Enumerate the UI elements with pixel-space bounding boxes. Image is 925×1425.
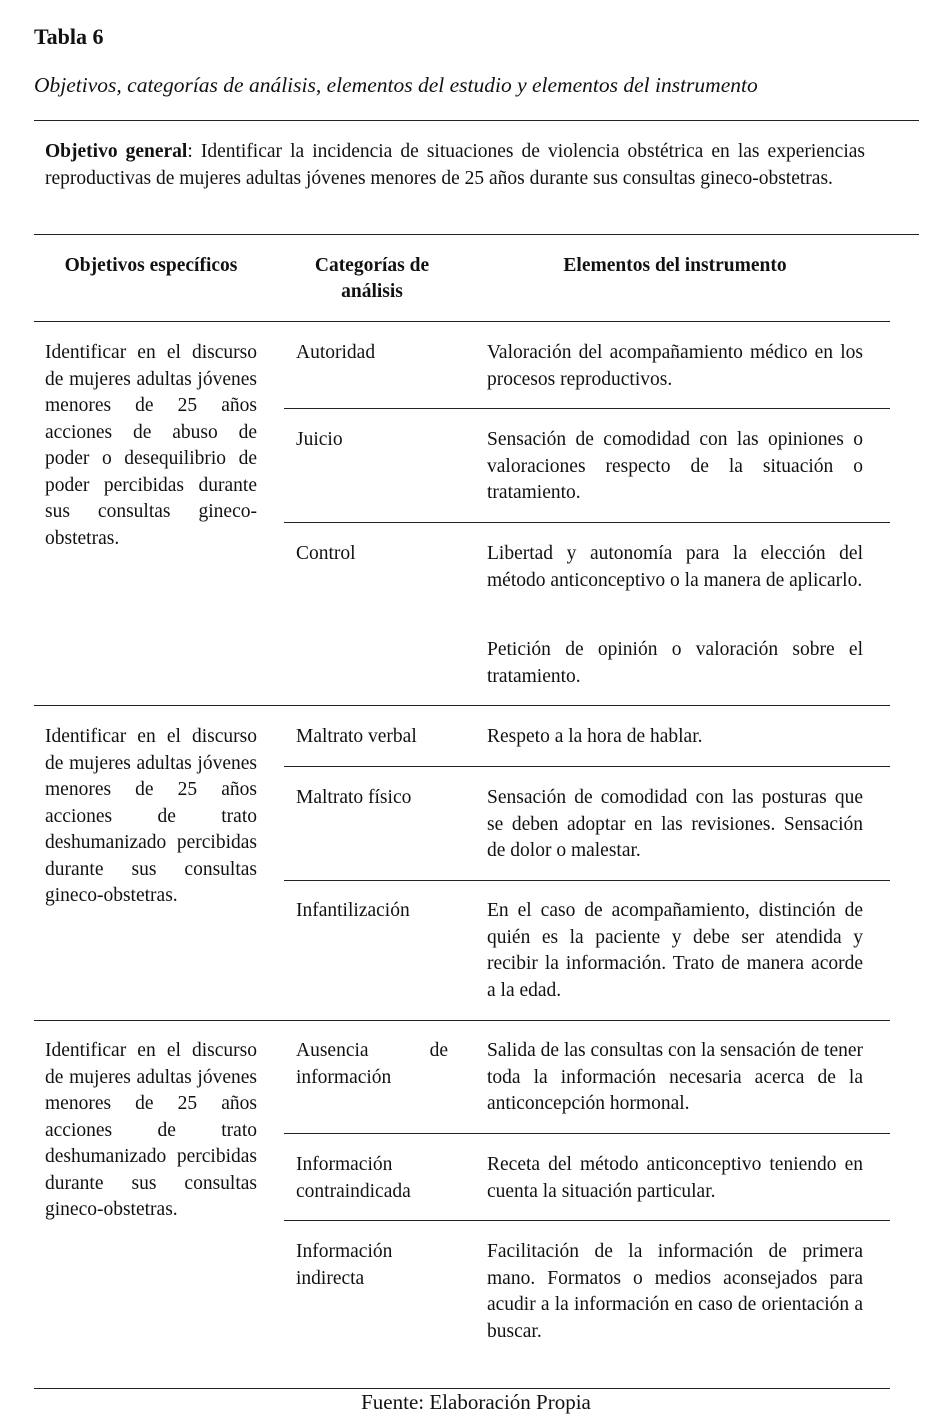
- row-rule: [284, 1220, 890, 1221]
- element-infantilizacion: En el caso de acompañamiento, distinción de quién es la paciente y debe ser atendida y recibir la información. Trato de manera acorde a la edad.: [487, 900, 863, 1001]
- specific-objective-1: Identificar en el discurso de mujeres adultas jóvenes menores de 25 años acciones de abuso de poder o desequilibrio de poder percibidas durante sus consultas gineco-obstetras.: [45, 342, 257, 549]
- category-infantilizacion: Infantilización: [296, 900, 410, 921]
- category-maltrato-fisico: Maltrato físico: [296, 787, 412, 808]
- table-label: Tabla 6: [34, 24, 104, 49]
- element-juicio: Sensación de comodidad con las opiniones o valoraciones respecto de la situación o tratamiento.: [487, 429, 863, 503]
- header-elements: Elementos del instrumento: [563, 255, 787, 276]
- element-informacion-contraindicada: Receta del método anticonceptivo teniendo en cuenta la situación particular.: [487, 1154, 863, 1202]
- general-objective-text: : Identificar la incidencia de situaciones de violencia obstétrica en las experiencias reproductivas de mujeres adultas jóvenes menores de 25 años durante sus consultas gineco-obstetras.: [45, 141, 865, 189]
- row-rule: [284, 408, 890, 409]
- element-autoridad: Valoración del acompañamiento médico en los procesos reproductivos.: [487, 342, 863, 390]
- category-informacion-indirecta: Información indirecta: [296, 1241, 393, 1289]
- bottom-rule: [34, 1388, 890, 1389]
- row-rule: [284, 522, 890, 523]
- table-source: Fuente: Elaboración Propia: [361, 1390, 591, 1414]
- header-rule: [34, 321, 890, 322]
- group-rule: [34, 705, 890, 706]
- category-maltrato-verbal: Maltrato verbal: [296, 726, 417, 747]
- element-maltrato-verbal: Respeto a la hora de hablar.: [487, 726, 703, 747]
- category-ausencia-informacion: Ausencia de información: [296, 1040, 448, 1088]
- specific-objective-3: Identificar en el discurso de mujeres adultas jóvenes menores de 25 años acciones de trato deshumanizado percibidas durante sus consultas gineco-obstetras.: [45, 1040, 257, 1220]
- category-juicio: Juicio: [296, 429, 343, 450]
- header-categories: Categorías de análisis: [314, 255, 430, 302]
- category-informacion-contraindicada: Información contraindicada: [296, 1154, 411, 1202]
- element-informacion-indirecta: Facilitación de la información de primera mano. Formatos o medios aconsejados para acudir a la información en caso de orientación a buscar.: [487, 1241, 863, 1342]
- top-rule: [34, 120, 919, 121]
- general-objective: [45, 139, 865, 192]
- category-control: Control: [296, 543, 356, 564]
- header-specific-objectives: Objetivos específicos: [64, 255, 238, 276]
- table-caption: Objetivos, categorías de análisis, elementos del estudio y elementos del instrumento: [34, 73, 758, 97]
- row-rule: [284, 880, 890, 881]
- general-rule: [34, 234, 919, 235]
- row-rule: [284, 766, 890, 767]
- row-rule: [284, 1133, 890, 1134]
- category-autoridad: Autoridad: [296, 342, 376, 363]
- general-objective-label: Objetivo general: [45, 141, 188, 162]
- element-control-1: Libertad y autonomía para la elección del método anticonceptivo o la manera de aplicarlo.: [487, 543, 863, 591]
- group-rule: [34, 1020, 890, 1021]
- specific-objective-2: Identificar en el discurso de mujeres adultas jóvenes menores de 25 años acciones de trato deshumanizado percibidas durante sus consultas gineco-obstetras.: [45, 726, 257, 906]
- element-maltrato-fisico: Sensación de comodidad con las posturas que se deben adoptar en las revisiones. Sensación de dolor o malestar.: [487, 787, 863, 861]
- element-ausencia-informacion: Salida de las consultas con la sensación de tener toda la información necesaria acerca de la anticoncepción hormonal.: [487, 1040, 863, 1114]
- element-control-2: Petición de opinión o valoración sobre el tratamiento.: [487, 639, 863, 687]
